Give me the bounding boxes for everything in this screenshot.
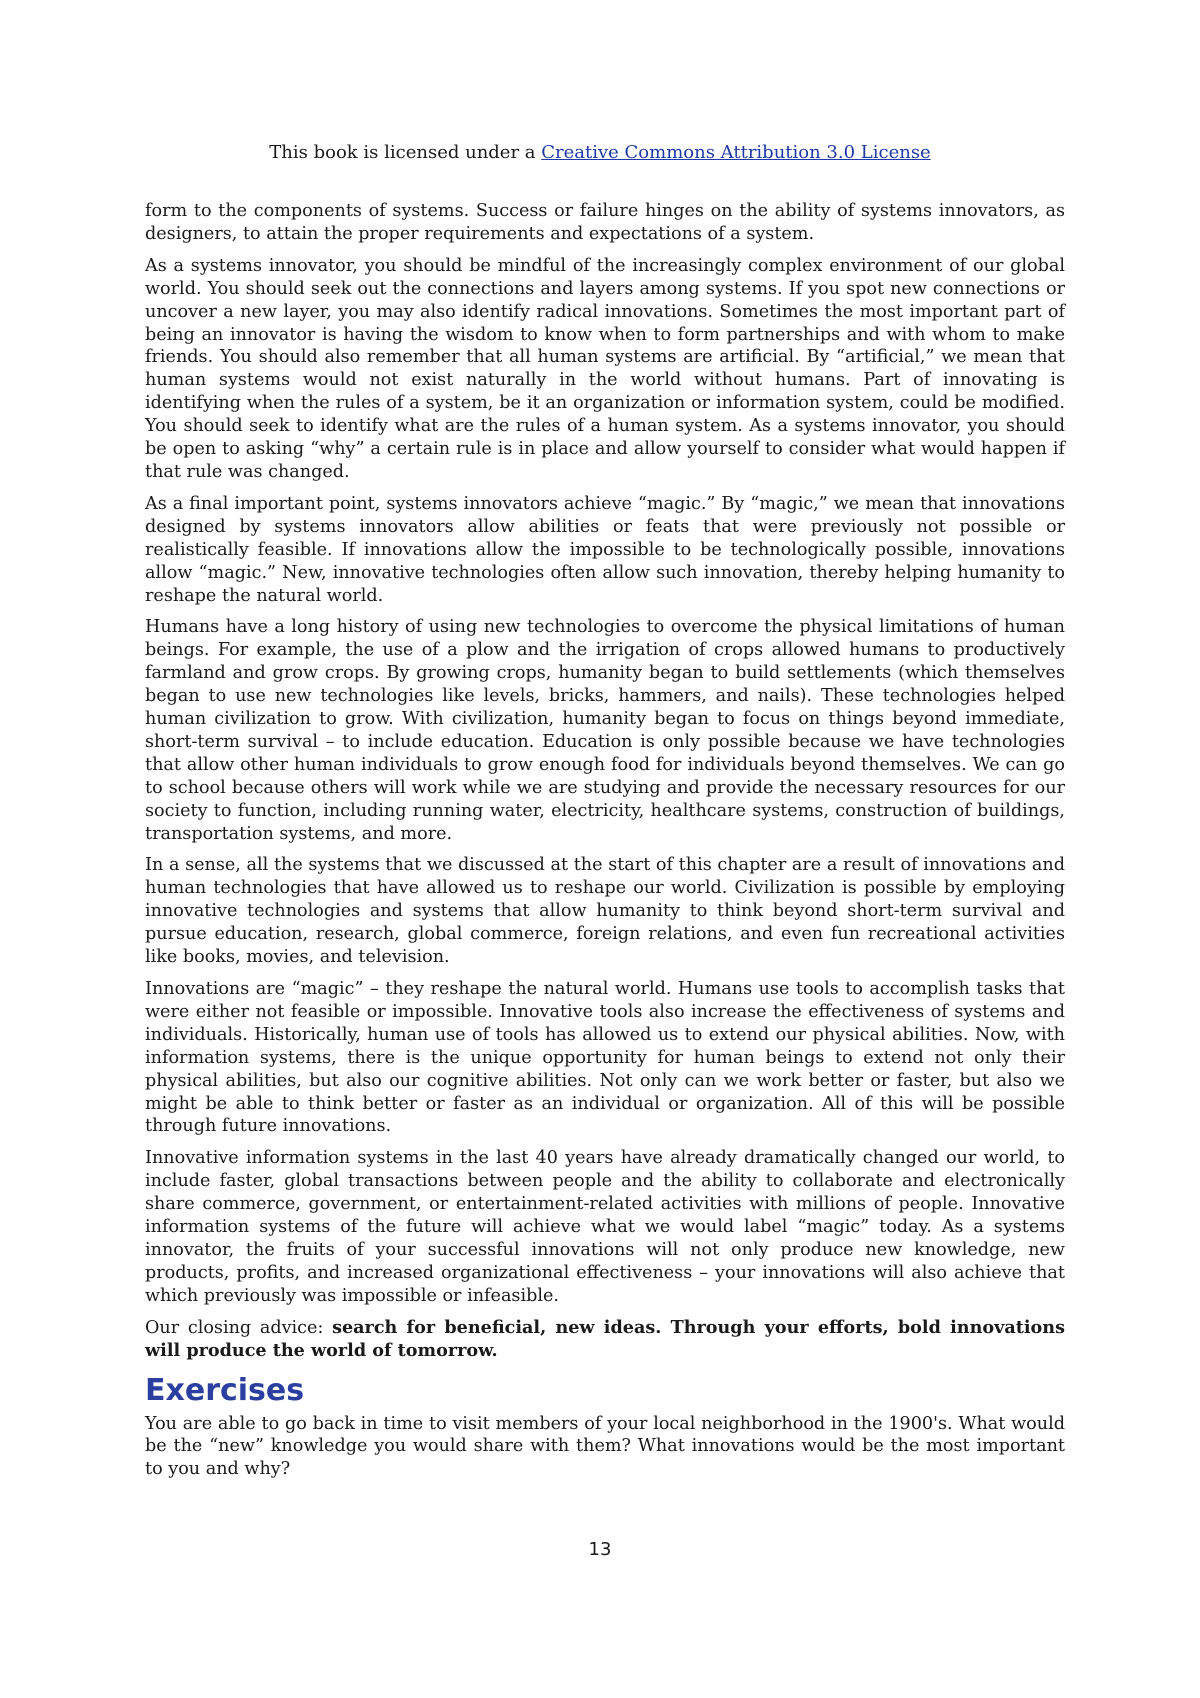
main-content <box>145 200 1065 1490</box>
closing-advice-lead: Our closing advice: <box>145 1317 333 1338</box>
paragraph-6: Innovations are “magic” – they reshape the natural world. Humans use tools to accomplish tasks that were either not feasible or impossible. Innovative tools also increase the effectiveness of systems and individuals. Historically, human use of tools has allowed us to extend our physical abilities. Now, with information systems, there is the unique opportunity for human beings to extend not only their physical abilities, but also our cognitive abilities. Not only can we work better or faster, but also we might be able to think better or faster as an individual or organization. All of this will be possible through future innovations. <box>145 979 1065 1137</box>
license-link[interactable]: Creative Commons Attribution 3.0 License <box>541 142 931 163</box>
license-notice <box>0 141 1200 165</box>
closing-advice <box>145 1317 1065 1363</box>
closing-advice-bold: search for beneficial, new ideas. Through your efforts, bold innovations will produce the world of tomorrow. <box>145 1316 1065 1361</box>
paragraph-2: As a systems innovator, you should be mindful of the increasingly complex environment of our global world. You should seek out the connections and layers among systems. If you spot new connections or uncover a new layer, you may also identify radical innovations. Sometimes the most important part of being an innovator is having the wisdom to know when to form partnerships and with whom to make friends. You should also remember that all human systems are artificial. By “artificial,” we mean that human systems would not exist naturally in the world without humans. Part of innovating is identifying when the rules of a system, be it an organization or information system, could be modified. You should seek to identify what are the rules of a human system. As a systems innovator, you should be open to asking “why” a certain rule is in place and allow yourself to consider what would happen if that rule was changed. <box>145 255 1065 482</box>
license-prefix: This book is licensed under a <box>269 142 542 163</box>
paragraph-7: Innovative information systems in the last 40 years have already dramatically changed our world, to include faster, global transactions between people and the ability to collaborate and electronically share commerce, government, or entertainment-related activities with millions of people. Innovative information systems of the future will achieve what we would label “magic” today. As a systems innovator, the fruits of your successful innovations will not only produce new knowledge, new products, profits, and increased organizational effectiveness – your innovations will also achieve that which previously was impossible or infeasible. <box>145 1148 1065 1306</box>
paragraph-1: form to the components of systems. Success or failure hinges on the ability of systems innovators, as designers, to attain the proper requirements and expectations of a system. <box>145 201 1065 244</box>
paragraph-3: As a final important point, systems innovators achieve “magic.” By “magic,” we mean that innovations designed by systems innovators allow abilities or feats that were previously not possible or realistically feasible. If innovations allow the impossible to be technologically possible, innovations allow “magic.” New, innovative technologies often allow such innovation, thereby helping humanity to reshape the natural world. <box>145 493 1065 606</box>
paragraph-4: Humans have a long history of using new technologies to overcome the physical limitations of human beings. For example, the use of a plow and the irrigation of crops allowed humans to productively farmland and grow crops. By growing crops, humanity began to build settlements (which themselves began to use new technologies like levels, bricks, hammers, and nails). These technologies helped human civilization to grow. With civilization, humanity began to focus on things beyond immediate, short-term survival – to include education. Education is only possible because we have technologies that allow other human individuals to grow enough food for individuals beyond themselves. We can go to school because others will work while we are studying and provide the necessary resources for our society to function, including running water, electricity, healthcare systems, construction of buildings, transportation systems, and more. <box>145 617 1065 844</box>
paragraph-5: In a sense, all the systems that we discussed at the start of this chapter are a result of innovations and human technologies that have allowed us to reshape our world. Civilization is possible by employing innovative technologies and systems that allow humanity to think beyond short-term survival and pursue education, research, global commerce, foreign relations, and even fun recreational activities like books, movies, and television. <box>145 855 1065 968</box>
exercises-heading: Exercises <box>145 1372 305 1408</box>
page-number: 13 <box>588 1539 612 1560</box>
exercise-text: You are able to go back in time to visit members of your local neighborhood in the 1900's. What would be the “new” knowledge you would share with them? What innovations would be the most important to you and why? <box>145 1413 1065 1480</box>
